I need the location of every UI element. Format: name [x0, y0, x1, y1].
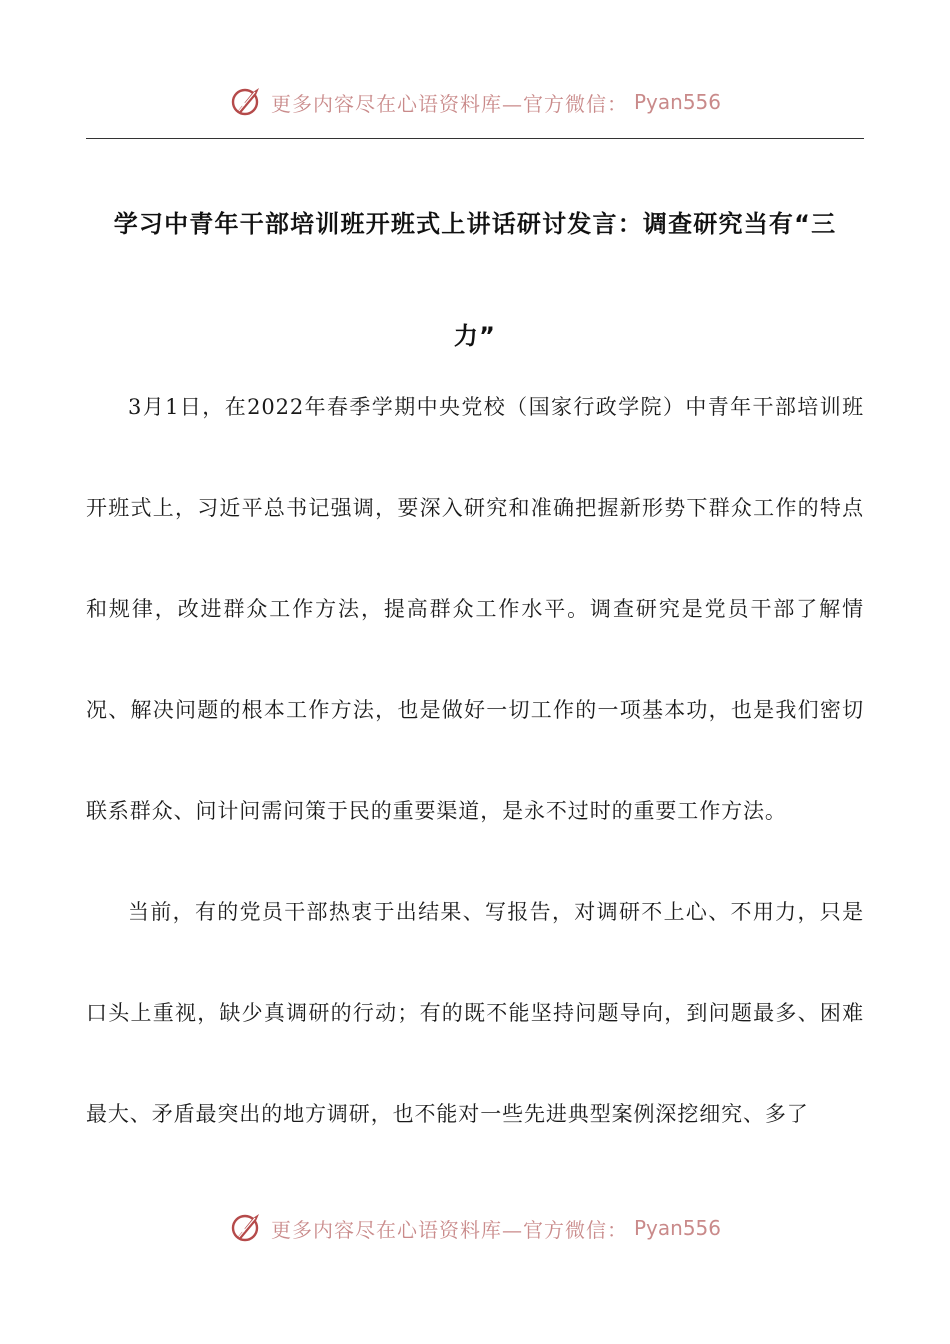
header-wechat-id: Pyan556 — [633, 90, 721, 114]
quill-pen-logo-icon — [229, 1210, 265, 1246]
body-paragraph-1: 3月1日，在2022年春季学期中央党校（国家行政学院）中青年干部培训班开班式上，习近平总书记强调，要深入研究和准确把握新形势下群众工作的特点和规律，改进群众工作方法，提高群众工作水平。调查研究是党员干部了解情况、解决问题的根本工作方法，也是做好一切工作的一项基本功，也是我们密切联系群众、问计问需问策于民的重要渠道，是永不过时的重要工作方法。 — [86, 395, 864, 823]
header-banner — [0, 84, 950, 120]
footer-wechat-id: Pyan556 — [633, 1216, 721, 1240]
header-banner-text: 更多内容尽在心语资料库—官方微信： — [270, 91, 628, 116]
document-body — [86, 357, 864, 1165]
footer-banner — [0, 1210, 950, 1246]
document-title-line-2: 力” — [453, 322, 497, 350]
quill-pen-logo-icon — [229, 84, 265, 120]
footer-banner-text: 更多内容尽在心语资料库—官方微信： — [270, 1217, 628, 1242]
document-title-line-1: 学习中青年干部培训班开班式上讲话研讨发言：调查研究当有“三 — [113, 210, 837, 238]
header-divider — [86, 138, 864, 139]
body-paragraph-2: 当前，有的党员干部热衷于出结果、写报告，对调研不上心、不用力，只是口头上重视，缺少真调研的行动；有的既不能坚持问题导向，到问题最多、困难最大、矛盾最突出的地方调研，也不能对一些先进典型案例深挖细究、多了 — [86, 900, 864, 1126]
